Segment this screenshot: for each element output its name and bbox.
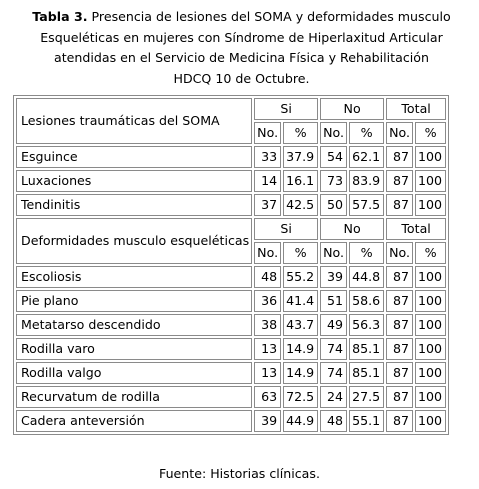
section-title: Lesiones traumáticas del SOMA [16,98,252,144]
subheader-count: No. [320,242,347,264]
cell-total-count: 87 [386,362,413,384]
cell-total-count: 87 [386,314,413,336]
cell-no-percent: 83.9 [349,170,384,192]
cell-total-count: 87 [386,338,413,360]
cell-si-percent: 55.2 [283,266,318,288]
table-row [16,338,446,360]
cell-si-count: 13 [254,338,281,360]
cell-si-count: 14 [254,170,281,192]
cell-no-count: 24 [320,386,347,408]
cell-si-percent: 14.9 [283,362,318,384]
subheader-count: No. [386,122,413,144]
group-header-si: Si [254,218,318,240]
table-row [16,266,446,288]
subheader-percent: % [415,242,446,264]
group-header-total: Total [386,98,446,120]
subheader-percent: % [415,122,446,144]
table-row [16,362,446,384]
cell-si-percent: 14.9 [283,338,318,360]
cell-no-percent: 57.5 [349,194,384,216]
cell-total-count: 87 [386,170,413,192]
cell-no-count: 48 [320,410,347,432]
cell-no-percent: 62.1 [349,146,384,168]
cell-total-count: 87 [386,194,413,216]
row-label: Metatarso descendido [16,314,252,336]
table-row [16,146,446,168]
cell-si-count: 37 [254,194,281,216]
subheader-count: No. [386,242,413,264]
data-table [13,95,449,435]
cell-si-count: 63 [254,386,281,408]
subheader-count: No. [254,122,281,144]
table-row [16,170,446,192]
group-header-no: No [320,98,384,120]
cell-total-percent: 100 [415,362,446,384]
cell-si-percent: 42.5 [283,194,318,216]
caption-table-number: Tabla 3. [32,9,88,24]
subheader-percent: % [283,242,318,264]
cell-no-count: 51 [320,290,347,312]
row-label: Luxaciones [16,170,252,192]
table-row [16,314,446,336]
cell-si-percent: 44.9 [283,410,318,432]
caption-line-1 [14,7,469,28]
cell-total-percent: 100 [415,266,446,288]
caption-line-4: HDCQ 10 de Octubre. [173,70,310,86]
cell-total-percent: 100 [415,338,446,360]
row-label: Recurvatum de rodilla [16,386,252,408]
cell-si-percent: 37.9 [283,146,318,168]
subheader-percent: % [283,122,318,144]
table-body [16,98,446,432]
cell-no-count: 73 [320,170,347,192]
row-label: Rodilla valgo [16,362,252,384]
table-row [16,194,446,216]
cell-no-count: 74 [320,362,347,384]
cell-total-count: 87 [386,290,413,312]
cell-total-count: 87 [386,266,413,288]
cell-total-percent: 100 [415,290,446,312]
row-label: Esguince [16,146,252,168]
cell-si-count: 13 [254,362,281,384]
cell-total-count: 87 [386,386,413,408]
cell-total-percent: 100 [415,410,446,432]
cell-no-count: 74 [320,338,347,360]
table-row [16,290,446,312]
cell-si-count: 48 [254,266,281,288]
cell-no-percent: 85.1 [349,338,384,360]
cell-no-percent: 55.1 [349,410,384,432]
cell-no-percent: 56.3 [349,314,384,336]
cell-no-count: 49 [320,314,347,336]
cell-si-percent: 72.5 [283,386,318,408]
table-caption [14,7,469,89]
row-label: Cadera anteversión [16,410,252,432]
table-row [16,410,446,432]
table-row [16,386,446,408]
cell-si-count: 39 [254,410,281,432]
row-label: Pie plano [16,290,252,312]
cell-total-percent: 100 [415,146,446,168]
cell-no-count: 54 [320,146,347,168]
section-header-row [16,218,446,240]
cell-no-percent: 44.8 [349,266,384,288]
row-label: Tendinitis [16,194,252,216]
subheader-percent: % [349,242,384,264]
cell-no-percent: 85.1 [349,362,384,384]
subheader-percent: % [349,122,384,144]
row-label: Rodilla varo [16,338,252,360]
cell-si-count: 36 [254,290,281,312]
subheader-count: No. [254,242,281,264]
group-header-total: Total [386,218,446,240]
group-header-no: No [320,218,384,240]
cell-no-percent: 27.5 [349,386,384,408]
group-header-si: Si [254,98,318,120]
cell-total-count: 87 [386,146,413,168]
caption-title-part-1: Presencia de lesiones del SOMA y deformidades musculo [91,9,451,24]
cell-no-percent: 58.6 [349,290,384,312]
cell-total-percent: 100 [415,386,446,408]
cell-si-count: 33 [254,146,281,168]
cell-total-percent: 100 [415,314,446,336]
cell-no-count: 39 [320,266,347,288]
section-title: Deformidades musculo esqueléticas [16,218,252,264]
row-label: Escoliosis [16,266,252,288]
cell-total-count: 87 [386,410,413,432]
cell-si-percent: 16.1 [283,170,318,192]
cell-si-percent: 43.7 [283,314,318,336]
cell-si-percent: 41.4 [283,290,318,312]
cell-total-percent: 100 [415,194,446,216]
caption-line-2: Esqueléticas en mujeres con Síndrome de Hiperlaxitud Articular [40,29,443,45]
caption-line-3: atendidas en el Servicio de Medicina Física y Rehabilitación [54,50,429,65]
cell-si-count: 38 [254,314,281,336]
cell-total-percent: 100 [415,170,446,192]
source-note: Fuente: Historias clínicas. [159,466,320,481]
section-header-row [16,98,446,120]
subheader-count: No. [320,122,347,144]
cell-no-count: 50 [320,194,347,216]
